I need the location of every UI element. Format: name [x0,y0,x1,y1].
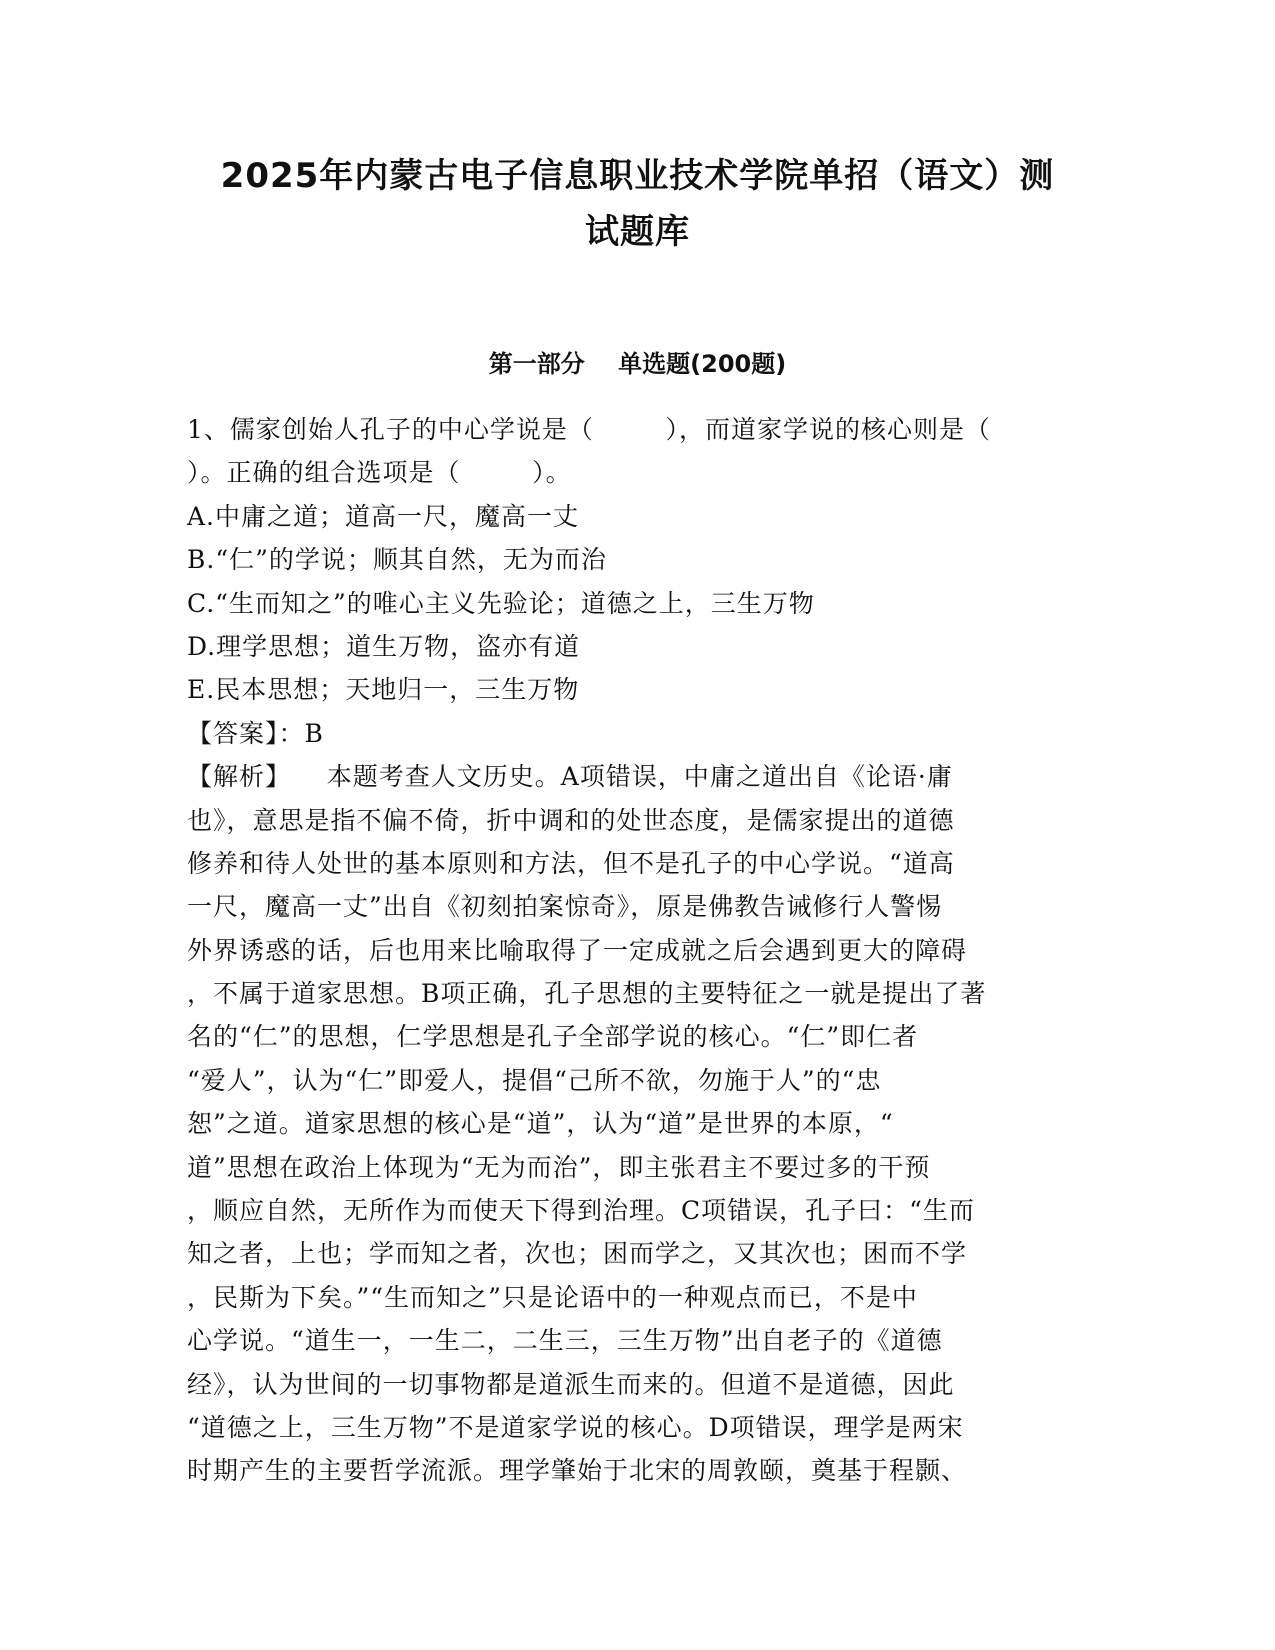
stem-line: ）。正确的组合选项是（ ）。 [187,458,572,488]
analysis-line: 知之者，上也；学而知之者，次也；困而学之，又其次也；困而不学 [187,1239,968,1269]
analysis-line: 道”思想在政治上体现为“无为而治”，即主张君主不要过多的干预 [187,1152,931,1182]
option-a: A.中庸之道；道高一尺，魔高一丈 [187,501,580,531]
analysis-line: 经》，认为世间的一切事物都是道派生而来的。但道不是道德，因此 [187,1369,955,1399]
stem-line: 1、儒家创始人孔子的中心学说是（ ），而道家学说的核心则是（ [187,415,991,444]
title-line: 2025年内蒙古电子信息职业技术学院单招（语文）测 [220,156,1055,196]
question-stem [187,408,1087,495]
analysis-line: ，民斯为下矣。”“生而知之”只是论语中的一种观点而已，不是中 [187,1282,918,1312]
analysis-line: 一尺，魔高一丈”出自《初刻拍案惊奇》，原是佛教告诫修行人警惕 [187,892,943,922]
option-c: C.“生而知之”的唯心主义先验论；道德之上，三生万物 [187,588,815,618]
analysis-line: 修养和待人处世的基本原则和方法，但不是孔子的中心学说。“道高 [187,848,955,878]
analysis-line: 心学说。“道生一，一生二，二生三，三生万物”出自老子的《道德 [187,1326,943,1356]
analysis-line: 【解析】 本题考查人文历史。A项错误，中庸之道出自《论语·庸 [187,762,953,792]
analysis-line: “爱人”，认为“仁”即爱人，提倡“己所不欲，勿施于人”的“忠 [187,1065,882,1095]
analysis-line: 名的“仁”的思想，仁学思想是孔子全部学说的核心。“仁”即仁者 [187,1022,919,1052]
analysis-line: “道德之上，三生万物”不是道家学说的核心。D项错误，理学是两宋 [187,1412,964,1442]
analysis-line: 也》，意思是指不偏不倚，折中调和的处世态度，是儒家提出的道德 [187,805,955,835]
analysis [187,755,1087,1493]
option-d: D.理学思想；道生万物，盗亦有道 [187,631,581,661]
analysis-line: 时期产生的主要哲学流派。理学肇始于北宋的周敦颐，奠基于程颢、 [187,1456,968,1486]
document-title [150,148,1125,260]
analysis-line: ，顺应自然，无所作为而使天下得到治理。C项错误，孔子曰：“生而 [187,1196,975,1226]
section-heading: 第一部分 单选题(200题) [488,350,787,378]
option-list [187,495,1087,712]
option-b: B.“仁”的学说；顺其自然，无为而治 [187,545,607,575]
answer-line: 【答案】：B [187,718,324,748]
question-block [187,408,1087,1493]
analysis-line: ，不属于道家思想。B项正确，孔子思想的主要特征之一就是提出了著 [187,979,987,1009]
title-line: 试题库 [585,212,690,252]
option-e: E.民本思想；天地归一，三生万物 [187,675,580,705]
analysis-line: 外界诱惑的话，后也用来比喻取得了一定成就之后会遇到更大的障碍 [187,935,968,965]
analysis-line: 恕”之道。道家思想的核心是“道”，认为“道”是世界的本原，“ [187,1109,894,1139]
